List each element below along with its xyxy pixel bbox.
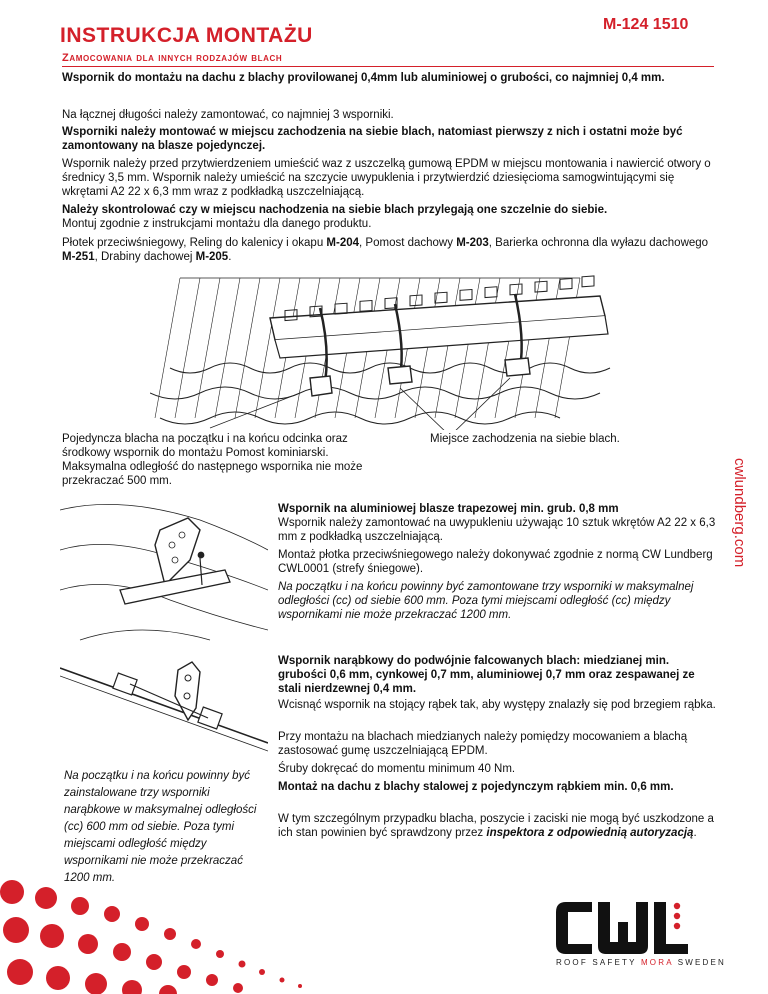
header-divider [62,66,714,67]
seam-heading: Wspornik narąbkowy do podwójnie falcowanych blach: miedzianej min. grubości 0,6 mm, cynkowej 0,7 mm, aluminiowej 0,7 mm oraz zespawanej ze stali nierdzewnej 0,4 mm. [278,655,695,695]
seam-paragraph-1: Wcisnąć wspornik na stojący rąbek tak, aby występy znalazły się pod brzegiem rąbka. [278,699,716,711]
figure1-caption-right: Miejsce zachodzenia na siebie blach. [430,433,620,445]
seam-italic-note: Na początku i na końcu powinny być zainstalowane trzy wsporniki narąbkowe w maksymalnej odległości (cc) 600 mm od siebie. Poza tymi miejscami odległość między wspornikami nie może przekraczać 1200 mm. [64,770,257,884]
document-code: M-124 1510 [603,16,689,33]
ref-m203: M-203 [456,237,489,249]
trapez-paragraph-2: Montaż płotka przeciwśniegowego należy dokonywać zgodnie z normą CW Lundberg CWL0001 (strefy śniegowe). [278,549,713,575]
trapez-paragraph-1: Wspornik należy zamontować na uwypukleniu używając 10 sztuk wkrętów A2 22 x 6,3 mm z podkładką uszczelniającą. [278,517,716,543]
intro-paragraph-5-rest: Montuj zgodnie z instrukcjami montażu dla danego produktu. [62,218,372,230]
section-subtitle: Zamocowania dla innych rodzajów blach [62,52,283,64]
seam-paragraph-3: Śruby dokręcać do momentu minimum 40 Nm. [278,763,516,775]
seam-bracket-illustration [60,648,268,760]
intro-paragraph-5 [62,203,712,231]
intro-paragraph-1: Wspornik do montażu na dachu z blachy provilowanej 0,4mm lub aluminiowej o grubości, co najmniej 0,4 mm. [62,72,665,84]
ref-m204: M-204 [326,237,360,249]
trapezoid-bracket-illustration [60,490,268,648]
decorative-dot-pattern [0,880,340,994]
intro-paragraph-3: Wsporniki należy montować w miejscu zachodzenia na siebie blach, natomiast pierwszy z nich i ostatni może być zamontowany na blasze pojedynczej. [62,126,683,152]
website-url: cwlundberg.com [731,458,748,568]
intro-paragraph-4: Wspornik należy przed przytwierdzeniem umieścić waz z uszczelką gumową EPDM w miejscu montowania i nawiercić otwory o średnicy 3,5 mm. Wspornik należy umieścić na szczycie uwypuklenia i przytwierdzić dziesięcioma samogwintującymi się wkrętami A2 22 x 6,3 mm wraz z podkładką uszczelniającą. [62,158,711,198]
document-title: INSTRUKCJA MONTAŻU [60,24,313,47]
seam-paragraph-4: Montaż na dachu z blachy stalowej z pojedynczym rąbkiem min. 0,6 mm. [278,781,674,793]
intro-paragraph-6: Płotek przeciwśniegowy, Reling do kalenicy i okapu M-204, Pomost dachowy M-203, Barierka ochronna dla wyłazu dachowego M-251, Drabiny dachowej M-205. [62,237,709,263]
trapez-paragraph-3: Na początku i na końcu powinny być zamontowane trzy wsporniki w maksymalnej odległości (cc) od siebie 600 mm. Poza tymi miejscami odległość (cc) między wspornikami nie może przekraczać 1200 mm. [278,581,694,621]
seam-paragraph-2: Przy montażu na blachach miedzianych należy pomiędzy mocowaniem a blachą zastosować gumę uszczelniającą EPDM. [278,731,688,757]
figure1-caption-left: Pojedyncza blacha na początku i na końcu odcinka oraz środkowy wspornik do montażu Pomost kominiarski. Maksymalna odległość do następnego wspornika nie może przekraczać 500 mm. [62,433,363,487]
logo-tagline: ROOF SAFETY MORA SWEDEN [556,958,727,967]
ref-m205: M-205 [195,251,229,263]
cwl-logo [556,902,696,954]
intro-paragraph-2: Na łącznej długości należy zamontować, co najmniej 3 wsporniki. [62,109,394,121]
corrugated-roof-illustration [150,268,620,430]
seam-paragraph-5: W tym szczególnym przypadku blacha, poszycie i zaciski nie mogą być uszkodzone a ich stan powinien być sprawdzony przez inspektora z odpowiednią autoryzacją. [278,813,714,839]
intro-paragraph-5-bold: Należy skontrolować czy w miejscu nachodzenia na siebie blach przylegają one szczelnie do siebie. [62,204,608,216]
trapez-heading: Wspornik na aluminiowej blasze trapezowej min. grub. 0,8 mm [278,503,619,515]
seam-inspector-emphasis: inspektora z odpowiednią autoryzacją [486,827,694,839]
ref-m251: M-251 [62,251,95,263]
